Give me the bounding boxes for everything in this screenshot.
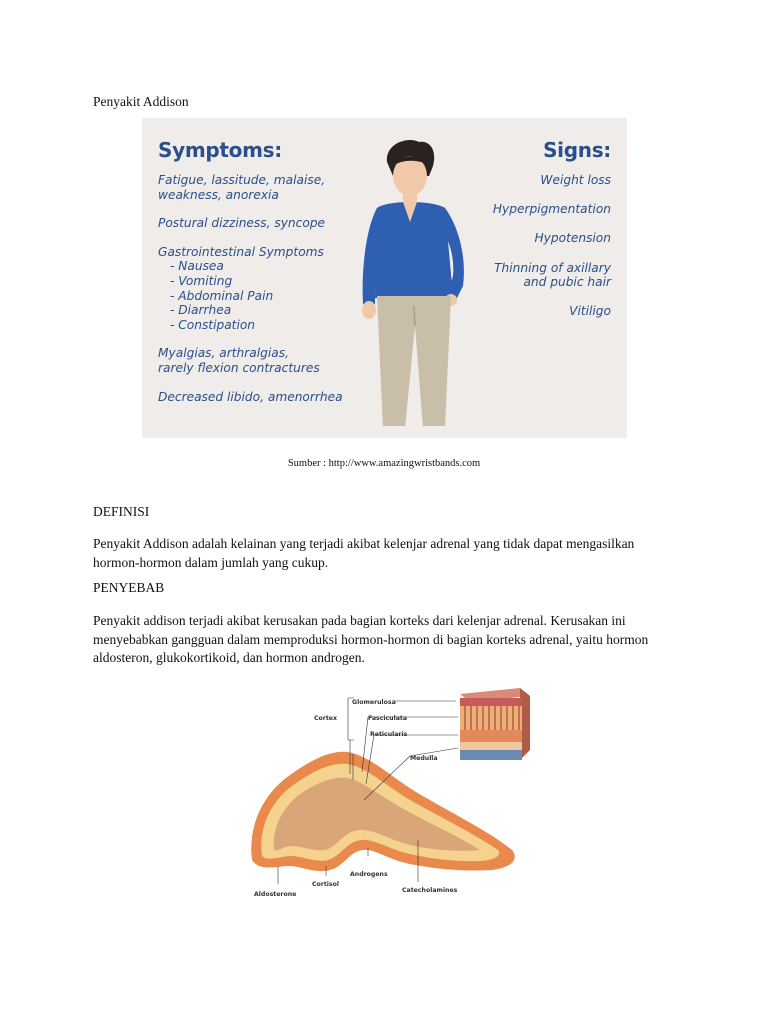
shirt-shape [375, 202, 453, 298]
symptom-subitem: - Constipation [170, 317, 256, 332]
penyebab-heading: PENYEBAB [93, 580, 165, 595]
symptom-line: weakness, anorexia [158, 187, 279, 202]
label-cortex: Cortex [314, 715, 337, 722]
label-glomerulosa: Glomerulosa [352, 699, 396, 706]
symptom-line: Fatigue, lassitude, malaise, [158, 173, 326, 187]
label-androgens: Androgens [350, 871, 388, 878]
sign-line: Hyperpigmentation [492, 202, 611, 217]
sign-line: Hypotension [534, 231, 611, 246]
penyebab-paragraph: Penyakit addison terjadi akibat kerusakan pada bagian korteks dari kelenjar adrenal. Kerusakan ini menyebabkan gangguan dalam memproduksi hormon-hormon di bagian korteks adrenal, yaitu hormon aldosteron, glukokortikoid, dan hormon androgen. [93, 613, 649, 665]
label-cortisol: Cortisol [312, 881, 339, 888]
signs-heading: Signs: [543, 138, 611, 162]
symptom-line: Gastrointestinal Symptoms [158, 244, 324, 259]
page-title: Penyakit Addison [93, 94, 189, 109]
figure1-caption: Sumber : http://www.amazingwristbands.com [287, 458, 481, 469]
label-fasciculata: Fasciculata [368, 715, 408, 722]
symptoms-heading: Symptoms: [158, 138, 282, 162]
sign-line: Vitiligo [569, 304, 611, 319]
tissue-block [460, 688, 530, 760]
symptom-line: Postural dizziness, syncope [158, 216, 326, 231]
symptom-line: Decreased libido, amenorrhea [158, 389, 343, 404]
definisi-paragraph: Penyakit Addison adalah kelainan yang terjadi akibat kelenjar adrenal yang tidak dapat mengasilkan hormon-hormon dalam jumlah yang cukup. [93, 536, 635, 570]
symptom-subitem: - Vomiting [170, 273, 233, 288]
label-medulla: Medulla [410, 755, 438, 762]
addison-symptoms-signs-figure [142, 118, 627, 438]
definisi-heading: DEFINISI [93, 504, 150, 519]
adrenal-gland-illustration [230, 680, 540, 908]
label-aldosterone: Aldosterone [254, 891, 297, 898]
symptom-line: rarely flexion contractures [158, 360, 320, 375]
sign-line: Thinning of axillary [494, 260, 611, 275]
symptom-subitem: - Nausea [170, 259, 224, 274]
symptom-subitem: - Diarrhea [170, 303, 232, 318]
symptom-subitem: - Abdominal Pain [170, 288, 274, 303]
label-catecholamines: Catecholamines [402, 887, 458, 894]
person-illustration [347, 136, 477, 426]
label-reticularis: Reticularis [370, 731, 408, 738]
sign-line: Weight loss [540, 173, 611, 187]
adrenal-gland-figure [230, 680, 540, 908]
sign-line: and pubic hair [523, 275, 611, 290]
symptom-line: Myalgias, arthralgias, [158, 346, 289, 361]
